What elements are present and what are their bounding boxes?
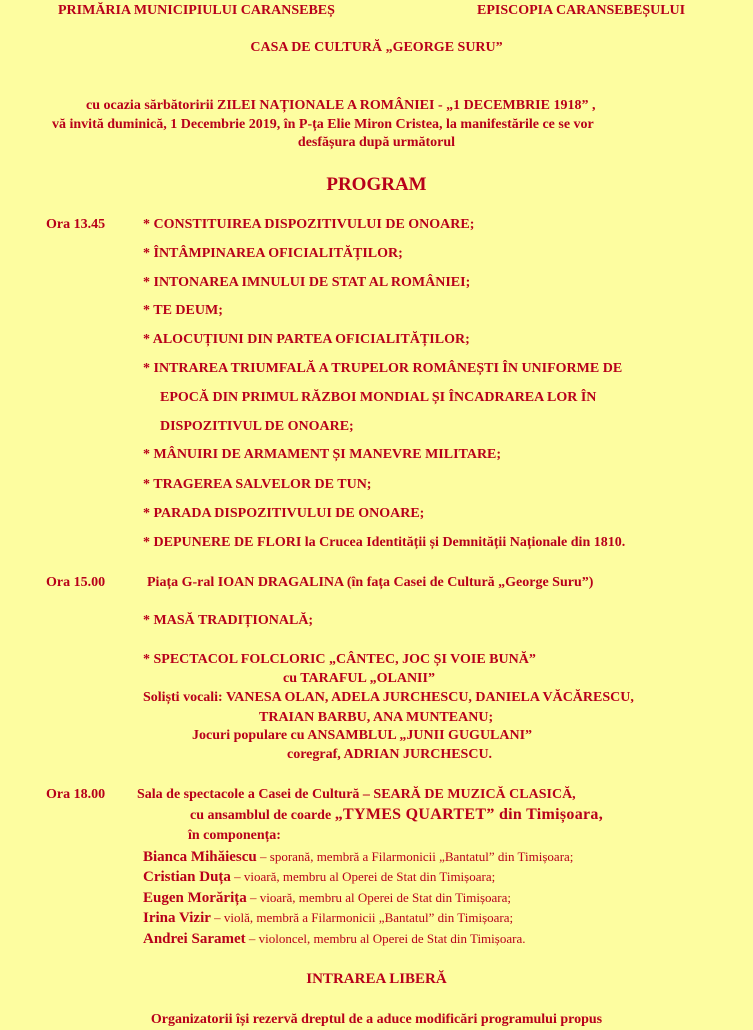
choreographer-line: coregraf, ADRIAN JURCHESCU. <box>287 747 493 762</box>
program-title: PROGRAM <box>326 174 427 195</box>
performer-desc: – violoncel, membru al Operei de Stat din Timișoara. <box>245 931 526 946</box>
time-1345: Ora 13.45 <box>46 217 106 232</box>
performer-row <box>143 890 511 907</box>
program-item: * INTRAREA TRIUMFALĂ A TRUPELOR ROMÂNEȘTI ÎN UNIFORME DE <box>143 361 623 376</box>
soloists-line-1: Soliști vocali: VANESA OLAN, ADELA JURCHESCU, DANIELA VĂCĂRESCU, <box>143 690 634 705</box>
time-1500: Ora 15.00 <box>46 575 106 590</box>
program-item: * ALOCUȚIUNI DIN PARTEA OFICIALITĂȚILOR; <box>143 332 470 347</box>
performer-row <box>143 910 513 927</box>
performer-desc: – sporană, membră a Filarmonicii „Bantatul” din Timișoara; <box>256 849 574 864</box>
free-entry: INTRAREA LIBERĂ <box>306 971 447 987</box>
performer-desc: – vioară, membru al Operei de Stat din Timișoara; <box>246 890 512 905</box>
program-item: * MÂNUIRI DE ARMAMENT ȘI MANEVRE MILITARE; <box>143 447 502 462</box>
program-item: * MASĂ TRADIȚIONALĂ; <box>143 613 314 628</box>
invitation-line-3: desfășura după următorul <box>297 135 456 150</box>
program-item: * INTONAREA IMNULUI DE STAT AL ROMÂNIEI; <box>143 275 471 290</box>
header-left: PRIMĂRIA MUNICIPIULUI CARANSEBEȘ <box>58 3 335 18</box>
program-item: * CONSTITUIREA DISPOZITIVULUI DE ONOARE; <box>143 217 475 232</box>
program-item: * PARADA DISPOZITIVULUI DE ONOARE; <box>143 506 425 521</box>
performer-name: Cristian Duța <box>143 869 231 885</box>
header-right: EPISCOPIA CARANSEBEȘULUI <box>477 3 686 18</box>
concert-line-2-prefix: cu ansamblul de coarde <box>190 808 332 823</box>
program-item: * TRAGEREA SALVELOR DE TUN; <box>143 477 372 492</box>
program-item: * ÎNTÂMPINAREA OFICIALITĂȚILOR; <box>143 246 403 261</box>
performer-name: Irina Vizir <box>143 910 211 926</box>
program-item: EPOCĂ DIN PRIMUL RĂZBOI MONDIAL ȘI ÎNCADRAREA LOR ÎN <box>160 390 597 405</box>
performer-name: Andrei Saramet <box>143 931 246 947</box>
performer-row <box>143 869 495 886</box>
performer-row <box>143 931 525 948</box>
header-center: CASA DE CULTURĂ „GEORGE SURU” <box>250 40 503 55</box>
performer-name: Eugen Morărița <box>143 890 247 906</box>
invitation-line-2: vă invită duminică, 1 Decembrie 2019, în P-ța Elie Miron Cristea, la manifestările ce se vor <box>52 117 594 132</box>
performer-row <box>143 849 573 866</box>
program-item: * SPECTACOL FOLCLORIC „CÂNTEC, JOC ȘI VOIE BUNĂ” <box>143 652 536 667</box>
performer-name: Bianca Mihăiescu <box>143 849 257 865</box>
soloists-line-2: TRAIAN BARBU, ANA MUNTEANU; <box>259 710 494 725</box>
concert-line-1: Sala de spectacole a Casei de Cultură – SEARĂ DE MUZICĂ CLASICĂ, <box>137 787 576 802</box>
dances-line: Jocuri populare cu ANSAMBLUL „JUNII GUGULANI” <box>192 728 533 743</box>
time-1800: Ora 18.00 <box>46 787 106 802</box>
taraf-line: cu TARAFUL „OLANII” <box>283 671 435 686</box>
program-item: * TE DEUM; <box>143 303 223 318</box>
quartet-name: „TYMES QUARTET” din Timișoara, <box>334 806 604 823</box>
invitation-line-1: cu ocazia sărbătoririi ZILEI NAȚIONALE A ROMÂNIEI - „1 DECEMBRIE 1918” , <box>86 98 596 113</box>
performer-desc: – vioară, membru al Operei de Stat din Timișoara; <box>230 869 496 884</box>
concert-line-3: în componența: <box>188 828 281 843</box>
footer-note: Organizatorii își rezervă dreptul de a aduce modificări programului propus <box>150 1012 603 1027</box>
performer-desc: – violă, membră a Filarmonicii „Bantatul” din Timișoara; <box>210 910 514 925</box>
program-item: DISPOZITIVUL DE ONOARE; <box>160 419 354 434</box>
location-line: Piața G-ral IOAN DRAGALINA (în fața Casei de Cultură „George Suru”) <box>147 575 594 590</box>
program-item: * DEPUNERE DE FLORI la Crucea Identității și Demnității Naționale din 1810. <box>143 535 626 550</box>
concert-line-2 <box>190 806 603 824</box>
